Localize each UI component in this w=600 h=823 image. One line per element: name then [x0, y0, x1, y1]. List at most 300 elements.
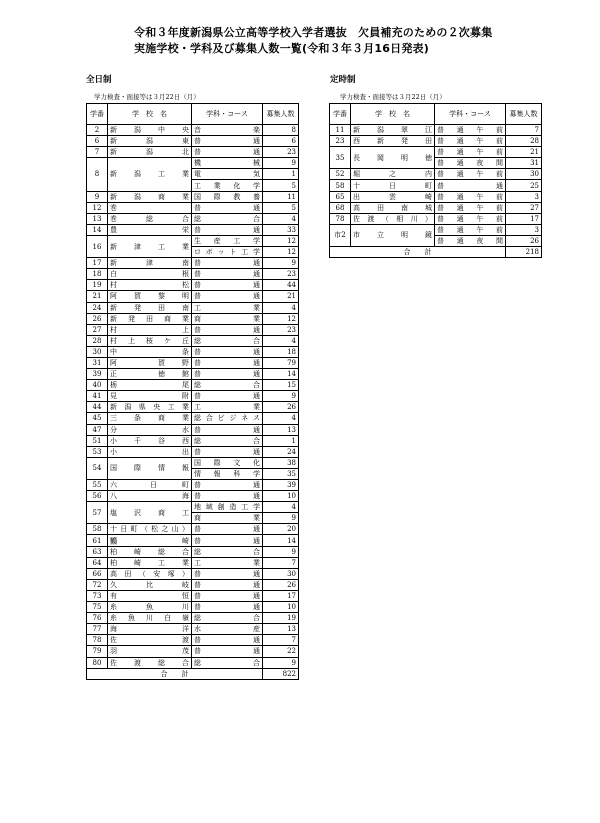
school-number: 72 — [87, 579, 108, 590]
course-name: 普 通 午 前 — [435, 191, 506, 202]
course-name: 普 通 — [192, 480, 263, 491]
course-count: 13 — [263, 424, 299, 435]
course-count: 4 — [263, 302, 299, 313]
course-count: 15 — [263, 380, 299, 391]
course-name: 普 通 夜 間 — [435, 235, 506, 246]
school-name: 栃 尾 — [108, 380, 192, 391]
table-row — [87, 502, 299, 513]
table-row — [330, 180, 542, 191]
course-name: 国 際 文 化 — [192, 457, 263, 468]
table-row — [87, 491, 299, 502]
page-title-line1: 令和３年度新潟県公立高等学校入学者選抜 欠員補充のための２次募集 — [134, 26, 493, 39]
school-name: 柏 崎 総 合 — [108, 546, 192, 557]
course-name: 普 通 午 前 — [435, 224, 506, 235]
school-name: 中 条 — [108, 346, 192, 357]
school-number: 79 — [87, 646, 108, 657]
course-count: 24 — [263, 446, 299, 457]
school-name: 高 田 南 城 — [351, 202, 435, 213]
header-num: 学番 — [87, 104, 108, 125]
course-count: 25 — [506, 180, 542, 191]
school-number: 63 — [87, 546, 108, 557]
school-name: 高田（安塚） — [108, 568, 192, 579]
school-number: 73 — [87, 590, 108, 601]
course-name: 普 通 — [192, 280, 263, 291]
table-row — [87, 202, 299, 213]
school-number: 31 — [87, 357, 108, 368]
table-row — [87, 568, 299, 579]
course-count: 12 — [263, 247, 299, 258]
total-row — [87, 668, 299, 679]
table-header-row — [87, 104, 299, 125]
course-name: 普 通 — [192, 369, 263, 380]
course-name: 普 通 午 前 — [435, 213, 506, 224]
course-count: 23 — [263, 147, 299, 158]
school-name: 白 根 — [108, 269, 192, 280]
table-row — [87, 402, 299, 413]
school-name: 新 潟 東 — [108, 136, 192, 147]
school-number: 17 — [87, 258, 108, 269]
table-row — [330, 136, 542, 147]
school-number: 23 — [330, 136, 351, 147]
course-count: 3 — [506, 224, 542, 235]
course-name: 普 通 — [192, 258, 263, 269]
course-name: 普 通 午 前 — [435, 125, 506, 136]
table-row — [87, 391, 299, 402]
table-row — [330, 169, 542, 180]
table-row — [330, 125, 542, 136]
header-course: 学科・コース — [435, 104, 506, 125]
school-number: 66 — [87, 568, 108, 579]
course-count: 26 — [263, 402, 299, 413]
course-count: 13 — [263, 624, 299, 635]
school-number: 14 — [87, 224, 108, 235]
course-name: 普 通 — [192, 602, 263, 613]
course-count: 4 — [263, 413, 299, 424]
course-count: 26 — [263, 579, 299, 590]
school-number: 8 — [87, 158, 108, 191]
course-name: 普 通 午 前 — [435, 169, 506, 180]
course-count: 17 — [263, 590, 299, 601]
course-count: 28 — [506, 136, 542, 147]
course-count: 5 — [263, 180, 299, 191]
table-row — [87, 590, 299, 601]
header-count: 募集人数 — [263, 104, 299, 125]
course-count: 7 — [263, 557, 299, 568]
header-course: 学科・コース — [192, 104, 263, 125]
school-number: 80 — [87, 657, 108, 668]
course-count: 79 — [263, 357, 299, 368]
table-row — [87, 602, 299, 613]
table-row — [330, 202, 542, 213]
course-count: 4 — [263, 335, 299, 346]
course-name: 普 通 — [192, 136, 263, 147]
school-number: 30 — [87, 346, 108, 357]
school-name: 六 日 町 — [108, 480, 192, 491]
course-name: 普 通 — [192, 568, 263, 579]
school-number: 市2 — [330, 224, 351, 246]
school-number: 2 — [87, 125, 108, 136]
table-row — [87, 280, 299, 291]
school-name: 小 出 — [108, 446, 192, 457]
course-count: 9 — [263, 513, 299, 524]
school-name: 柏 崎 工 業 — [108, 557, 192, 568]
table-row — [87, 158, 299, 169]
school-name: 新 潟 県 央 工 業 — [108, 402, 192, 413]
course-count: 14 — [263, 535, 299, 546]
course-count: 12 — [263, 313, 299, 324]
course-count: 27 — [506, 202, 542, 213]
course-count: 38 — [263, 457, 299, 468]
school-number: 11 — [330, 125, 351, 136]
school-name: 国 際 情 報 — [108, 457, 192, 479]
school-name: 羽 茂 — [108, 646, 192, 657]
school-number: 56 — [87, 491, 108, 502]
school-name: 阿 賀 黎 明 — [108, 291, 192, 302]
parttime-note: 学力検査・面接等は３月22日（月） — [340, 93, 446, 101]
course-count: 1 — [263, 435, 299, 446]
course-count: 7 — [263, 635, 299, 646]
school-number: 13 — [87, 213, 108, 224]
course-count: 5 — [263, 202, 299, 213]
table-row — [87, 125, 299, 136]
total-value: 822 — [263, 668, 299, 679]
course-name: 普 通 — [192, 491, 263, 502]
course-count: 9 — [263, 391, 299, 402]
course-name: 総 合 — [192, 380, 263, 391]
table-row — [87, 291, 299, 302]
table-row — [87, 258, 299, 269]
course-name: 普 通 — [192, 590, 263, 601]
course-count: 35 — [263, 468, 299, 479]
school-name: 佐 渡 総 合 — [108, 657, 192, 668]
school-number: 47 — [87, 424, 108, 435]
table-row — [87, 324, 299, 335]
school-number: 61 — [87, 535, 108, 546]
course-name: 普 通 — [192, 535, 263, 546]
course-count: 8 — [263, 125, 299, 136]
school-number: 35 — [330, 147, 351, 169]
course-name: 普 通 — [192, 391, 263, 402]
table-row — [87, 346, 299, 357]
course-name: 商 業 — [192, 313, 263, 324]
school-number: 58 — [330, 180, 351, 191]
course-name: 普 通 — [192, 424, 263, 435]
school-name: 新 潟 翠 江 — [351, 125, 435, 136]
school-number: 51 — [87, 435, 108, 446]
school-number: 76 — [87, 613, 108, 624]
table-row — [87, 613, 299, 624]
table-row — [87, 269, 299, 280]
course-name: 水 産 — [192, 624, 263, 635]
course-name: 普 通 — [192, 646, 263, 657]
school-number: 64 — [87, 557, 108, 568]
course-count: 10 — [263, 491, 299, 502]
table-row — [87, 136, 299, 147]
school-name: 堀 之 内 — [351, 169, 435, 180]
school-name: 新 潟 北 — [108, 147, 192, 158]
course-name: 商 業 — [192, 513, 263, 524]
course-count: 10 — [263, 602, 299, 613]
course-name: 普 通 — [192, 579, 263, 590]
table-row — [87, 369, 299, 380]
course-count: 19 — [263, 613, 299, 624]
table-row — [87, 657, 299, 668]
school-number: 53 — [87, 446, 108, 457]
total-label: 合 計 — [87, 668, 263, 679]
course-name: 工 業 — [192, 557, 263, 568]
course-count: 30 — [506, 169, 542, 180]
header-count: 募集人数 — [506, 104, 542, 125]
school-number: 57 — [87, 502, 108, 524]
course-name: 普 通 — [192, 357, 263, 368]
school-name: 佐渡（相川） — [351, 213, 435, 224]
table-row — [87, 302, 299, 313]
school-number: 68 — [330, 202, 351, 213]
table-row — [87, 635, 299, 646]
course-name: ロ ボ ッ ト 工 学 — [192, 247, 263, 258]
table-row — [87, 524, 299, 535]
course-name: 生 産 工 学 — [192, 235, 263, 246]
school-number: 26 — [87, 313, 108, 324]
school-name: 分 水 — [108, 424, 192, 435]
course-name: 普 通 午 前 — [435, 202, 506, 213]
table-row — [87, 147, 299, 158]
school-name: 正 徳 館 — [108, 369, 192, 380]
table-row — [87, 457, 299, 468]
course-count: 7 — [506, 125, 542, 136]
school-name — [108, 535, 192, 546]
school-name: 海 洋 — [108, 624, 192, 635]
table-row — [330, 147, 542, 158]
course-name: 普 通 — [192, 635, 263, 646]
course-name: 機 械 — [192, 158, 263, 169]
course-name: 普 通 — [192, 446, 263, 457]
total-row — [330, 247, 542, 258]
school-number: 44 — [87, 402, 108, 413]
table-row — [330, 191, 542, 202]
header-school: 学 校 名 — [351, 104, 435, 125]
school-name: 久 比 岐 — [108, 579, 192, 590]
table-row — [87, 535, 299, 546]
course-count: 20 — [263, 524, 299, 535]
school-number: 27 — [87, 324, 108, 335]
school-number: 54 — [87, 457, 108, 479]
school-name: 塩 沢 商 工 — [108, 502, 192, 524]
school-number: 77 — [87, 624, 108, 635]
table-row — [87, 313, 299, 324]
school-number: 24 — [87, 302, 108, 313]
course-name: 国 際 教 養 — [192, 191, 263, 202]
school-name: 有 恒 — [108, 590, 192, 601]
school-name: 巻 総 合 — [108, 213, 192, 224]
table-row — [87, 646, 299, 657]
course-name: 普 通 — [192, 324, 263, 335]
school-name: 西 新 発 田 — [351, 136, 435, 147]
table-row — [87, 557, 299, 568]
course-count: 21 — [506, 147, 542, 158]
school-number: 39 — [87, 369, 108, 380]
course-count: 21 — [263, 291, 299, 302]
course-name: 普 通 午 前 — [435, 136, 506, 147]
course-count: 23 — [263, 269, 299, 280]
course-count: 3 — [506, 191, 542, 202]
school-name: 新 潟 商 業 — [108, 191, 192, 202]
course-name: 総 合 — [192, 657, 263, 668]
course-name: 普 通 — [192, 524, 263, 535]
school-name: 市 立 明 鏡 — [351, 224, 435, 246]
course-name: 情 報 科 学 — [192, 468, 263, 479]
table-row — [87, 435, 299, 446]
table-row — [87, 335, 299, 346]
school-name: 新 発 田 商 業 — [108, 313, 192, 324]
course-name: 普 通 午 前 — [435, 147, 506, 158]
school-number: 6 — [87, 136, 108, 147]
course-count: 26 — [506, 235, 542, 246]
school-number: 52 — [330, 169, 351, 180]
course-name: 総 合 — [192, 613, 263, 624]
course-count: 30 — [263, 568, 299, 579]
table-row — [330, 224, 542, 235]
school-number: 12 — [87, 202, 108, 213]
course-name: 普 通 — [192, 224, 263, 235]
course-name: 工 業 — [192, 402, 263, 413]
school-name: 豊 栄 — [108, 224, 192, 235]
table-row — [87, 191, 299, 202]
school-number: 19 — [87, 280, 108, 291]
table-row — [87, 380, 299, 391]
school-number: 65 — [330, 191, 351, 202]
school-number: 7 — [87, 147, 108, 158]
school-name: 新 津 工 業 — [108, 235, 192, 257]
course-name: 普 通 — [192, 291, 263, 302]
school-name: 糸 魚 川 — [108, 602, 192, 613]
course-count: 11 — [263, 191, 299, 202]
course-name: 工 業 — [192, 302, 263, 313]
total-label: 合 計 — [330, 247, 506, 258]
school-number: 9 — [87, 191, 108, 202]
course-count: 9 — [263, 546, 299, 557]
course-count: 39 — [263, 480, 299, 491]
school-name: 新 津 南 — [108, 258, 192, 269]
school-name: 新 潟 工 業 — [108, 158, 192, 191]
school-name: 村 上 — [108, 324, 192, 335]
school-name: 糸 魚 川 白 嶺 — [108, 613, 192, 624]
school-name: 八 海 — [108, 491, 192, 502]
course-count: 33 — [263, 224, 299, 235]
parttime-section-label: 定時制 — [330, 75, 356, 85]
course-count: 23 — [263, 324, 299, 335]
course-count: 9 — [263, 158, 299, 169]
course-name: 地域創造工学 — [192, 502, 263, 513]
course-name: 総 合 — [192, 435, 263, 446]
course-count: 1 — [263, 169, 299, 180]
table-row — [87, 579, 299, 590]
header-school: 学 校 名 — [108, 104, 192, 125]
school-number: 45 — [87, 413, 108, 424]
course-count: 9 — [263, 657, 299, 668]
school-name: 三 条 商 業 — [108, 413, 192, 424]
school-name: 小 千 谷 西 — [108, 435, 192, 446]
table-header-row — [330, 104, 542, 125]
school-name: 十 日 町 — [351, 180, 435, 191]
table-row — [87, 357, 299, 368]
course-count: 17 — [506, 213, 542, 224]
course-name: 総 合 — [192, 213, 263, 224]
course-name: 普 通 — [192, 269, 263, 280]
school-number: 40 — [87, 380, 108, 391]
table-row — [87, 224, 299, 235]
table-row — [87, 235, 299, 246]
fulltime-section-label: 全日制 — [86, 75, 112, 85]
course-count: 31 — [506, 158, 542, 169]
table-row — [87, 624, 299, 635]
table-row — [87, 424, 299, 435]
school-name: 見 附 — [108, 391, 192, 402]
table-row — [87, 446, 299, 457]
school-name: 長 岡 明 徳 — [351, 147, 435, 169]
course-name: 工 業 化 学 — [192, 180, 263, 191]
school-name: 十日町（松之山） — [108, 524, 192, 535]
table-row — [87, 546, 299, 557]
school-number: 78 — [330, 213, 351, 224]
school-number: 58 — [87, 524, 108, 535]
total-value: 218 — [506, 247, 542, 258]
highlighted-char: 鶴 — [110, 536, 117, 545]
school-name: 新 潟 中 央 — [108, 125, 192, 136]
course-count: 6 — [263, 136, 299, 147]
school-name: 佐 渡 — [108, 635, 192, 646]
school-number: 28 — [87, 335, 108, 346]
course-name: 電 気 — [192, 169, 263, 180]
course-count: 9 — [263, 258, 299, 269]
table-row — [87, 480, 299, 491]
course-name: 総 合 — [192, 546, 263, 557]
course-count: 4 — [263, 213, 299, 224]
course-name: 普 通 — [435, 180, 506, 191]
course-count: 22 — [263, 646, 299, 657]
school-name: 村 上 桜 ケ 丘 — [108, 335, 192, 346]
table-row — [87, 413, 299, 424]
course-name: 総 合 — [192, 335, 263, 346]
school-number: 41 — [87, 391, 108, 402]
school-number: 21 — [87, 291, 108, 302]
fulltime-note: 学力検査・面接等は３月22日（月） — [94, 93, 200, 101]
school-number: 16 — [87, 235, 108, 257]
course-count: 18 — [263, 346, 299, 357]
course-name: 普 通 — [192, 346, 263, 357]
school-name: 出 雲 崎 — [351, 191, 435, 202]
course-name: 普 通 — [192, 147, 263, 158]
course-count: 4 — [263, 502, 299, 513]
fulltime-table — [86, 103, 299, 680]
school-name-rest: 崎 — [182, 536, 189, 545]
school-number: 18 — [87, 269, 108, 280]
school-name: 阿 賀 野 — [108, 357, 192, 368]
course-name: 普 通 — [192, 202, 263, 213]
parttime-table — [329, 103, 542, 258]
school-name: 新 発 田 南 — [108, 302, 192, 313]
course-name: 総合ビジネス — [192, 413, 263, 424]
table-row — [87, 213, 299, 224]
school-number: 75 — [87, 602, 108, 613]
school-number: 55 — [87, 480, 108, 491]
course-name: 音 楽 — [192, 125, 263, 136]
header-num: 学番 — [330, 104, 351, 125]
course-name: 普 通 夜 間 — [435, 158, 506, 169]
page-title-line2: 実施学校・学科及び募集人数一覧(令和３年３月16日発表) — [134, 42, 429, 55]
course-count: 12 — [263, 235, 299, 246]
school-name: 村 松 — [108, 280, 192, 291]
